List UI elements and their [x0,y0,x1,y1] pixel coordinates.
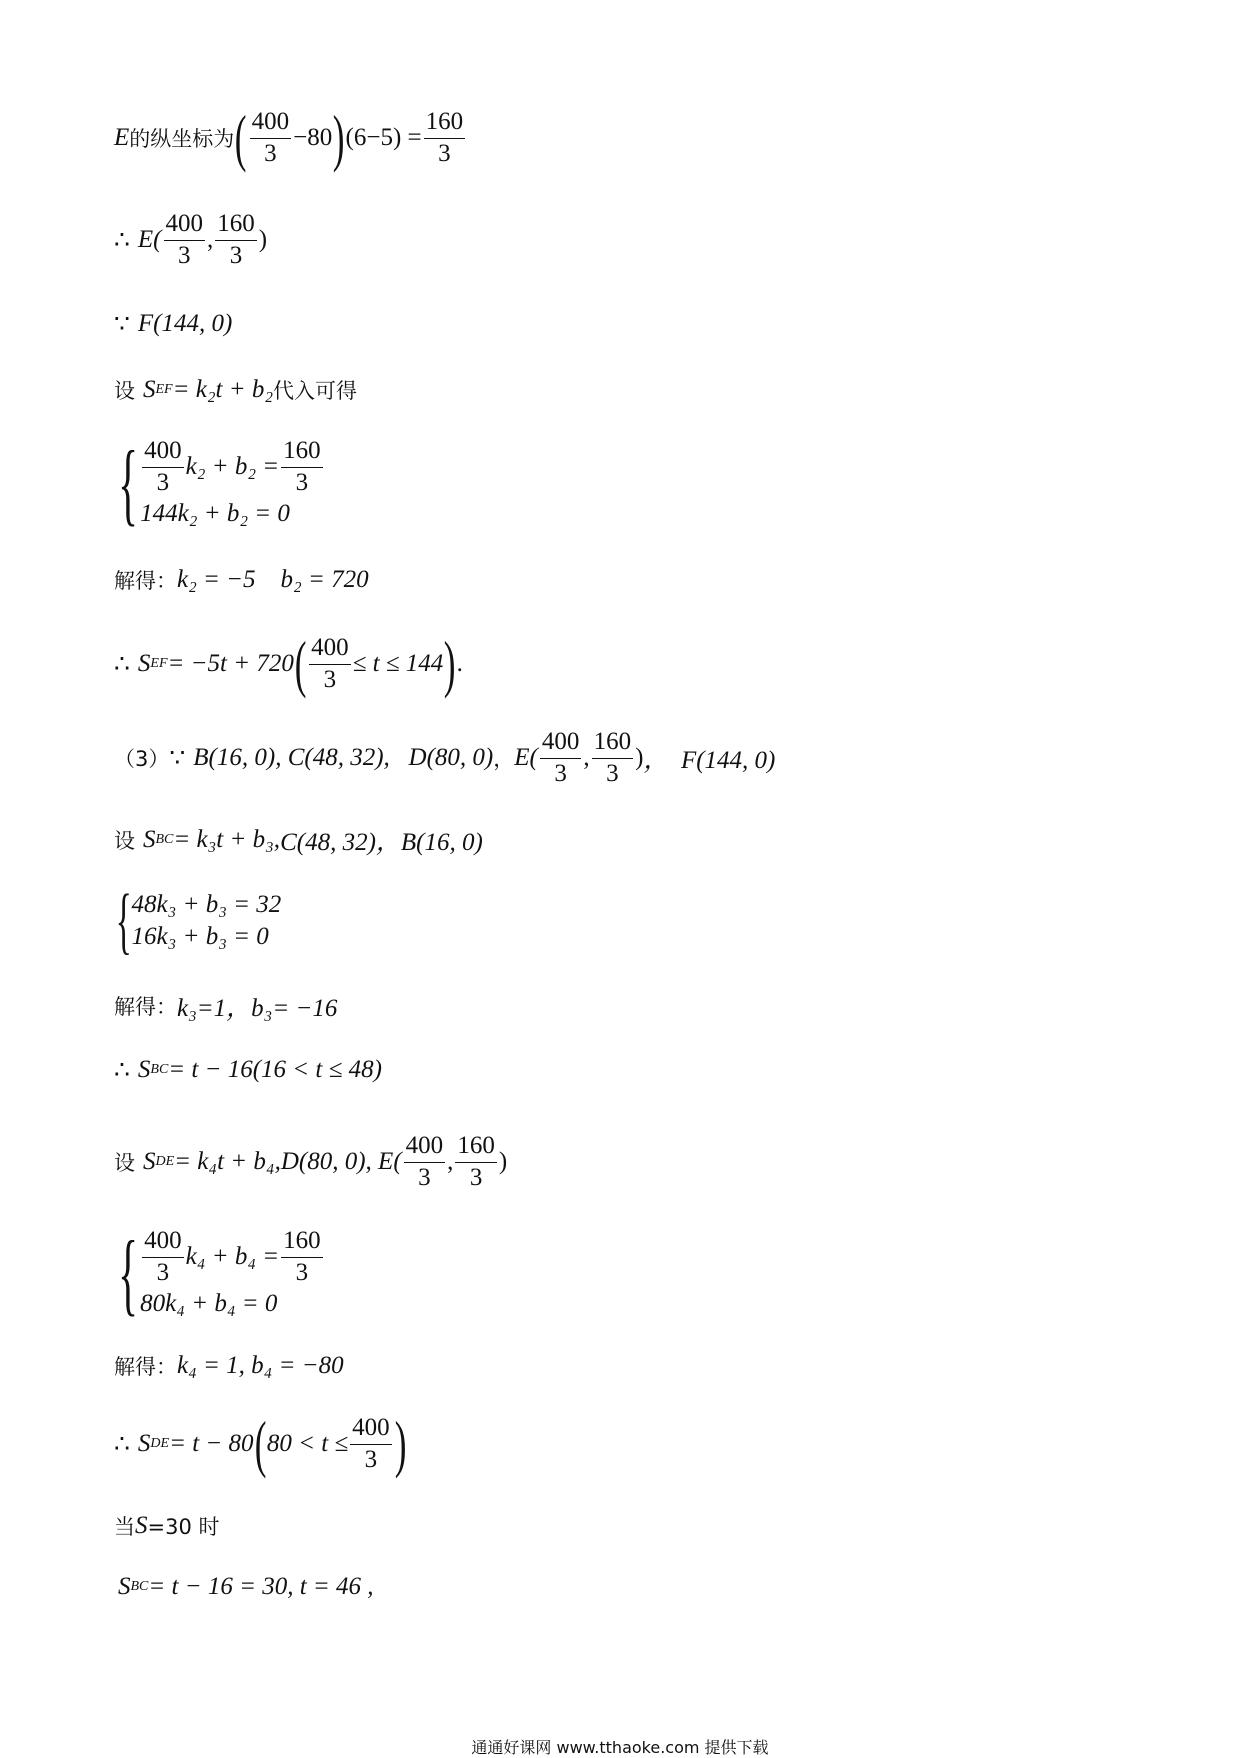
line-set-sde: 设 S DE = k₄t + b₄, D(80, 0), E( $\frac{400}{3}$ , $\frac{160}{3}$ ) [114,1132,508,1191]
fraction: $\frac{400}{3}$ [165,210,204,269]
fraction: $\frac{400}{3}$ [541,728,580,787]
expr-term: (6−5) = [345,124,422,151]
line-sbc-result: ∴ S BC = t − 16(16 < t ≤ 48) [114,1056,382,1084]
point-label: F(144, 0) [137,310,233,337]
line-solution-k3: 解得： k₃=1，b₃= −16 [114,995,338,1022]
line-solution-k4: 解得： k₄ = 1, b₄ = −80 [114,1352,344,1379]
line-f-point [114,306,232,342]
fraction: $\frac{400}{3}$ [144,1227,182,1286]
line-sbc-equals-30: S BC = t − 16 = 30, t = 46 , [118,1573,374,1600]
line-set-sbc: 设 S BC = k₃t + b₃, C(48, 32)，B(16, 0) [114,826,483,856]
line-set-sef: 设 S EF = k₂t + b₂ 代入可得 [114,376,358,403]
line-sde-result: ∴ S DE = t − 80 ( 80 < t ≤ $\frac{400}{3}$ ) [114,1408,407,1479]
brace: { [118,432,139,534]
text-label: 的纵坐标为 [129,127,235,151]
fraction: $\frac{400}{3}$ [405,1132,444,1191]
line-part3-points: （3） ∵ B(16, 0) , C(48, 32) , D(80, 0) ， E( $\frac{400}{3}$ , $\frac{160}{3}$ ) ， F(144, 0) [114,728,776,787]
line-e-point: ∴ E( $\frac{400}{3}$ , $\frac{160}{3}$ ) [114,210,268,269]
page-footer: 通通好课网 www.tthaoke.com 提供下载 [471,1738,769,1757]
fraction: $\frac{400}{3}$ [352,1414,390,1473]
fraction: $\frac{160}{3}$ [593,728,632,787]
point-label: E( [137,226,162,253]
fraction: $\frac{160}{3}$ [217,210,255,269]
fraction: $\frac{160}{3}$ [283,437,321,496]
paren-right: ) [332,102,345,173]
paren-left: ( [235,102,247,173]
fraction: $\frac{400}{3}$ [311,634,349,693]
expr-term: −80 [293,124,333,151]
equation-system-de: { $\frac{400}{3}$ k₄ + b₄ = $\frac{160}{3}$ 80k₄ + b₄ = 0 [118,1222,321,1324]
line-e-ordinate [114,102,467,174]
fraction: $\frac{400}{3}$ [251,108,290,167]
equation-system-bc: { 48k₃ + b₃ = 32 16k₃ + b₃ = 0 [115,880,282,962]
line-solution-k2: 解得： k₂ = −5 b₂ = 720 [114,566,369,593]
line-when-s-30: 当 S =30 时 [114,1512,220,1539]
therefore-symbol: ∴ [114,227,130,254]
equation-system-ef: { $\frac{400}{3}$ k₂ + b₂ = $\frac{160}{3}$ 144k₂ + b₂ = 0 [118,432,321,534]
because-symbol: ∵ [114,311,130,338]
fraction: $\frac{160}{3}$ [457,1132,495,1191]
var-e: E [114,124,130,151]
line-sef-result: ∴ S EF = −5t + 720 ( $\frac{400}{3}$ ≤ t ≤ 144 ) . [114,628,463,699]
fraction: $\frac{160}{3}$ [425,108,464,167]
brace: { [118,1222,139,1324]
fraction: $\frac{400}{3}$ [144,437,182,496]
brace: { [115,880,132,962]
fraction: $\frac{160}{3}$ [283,1227,321,1286]
